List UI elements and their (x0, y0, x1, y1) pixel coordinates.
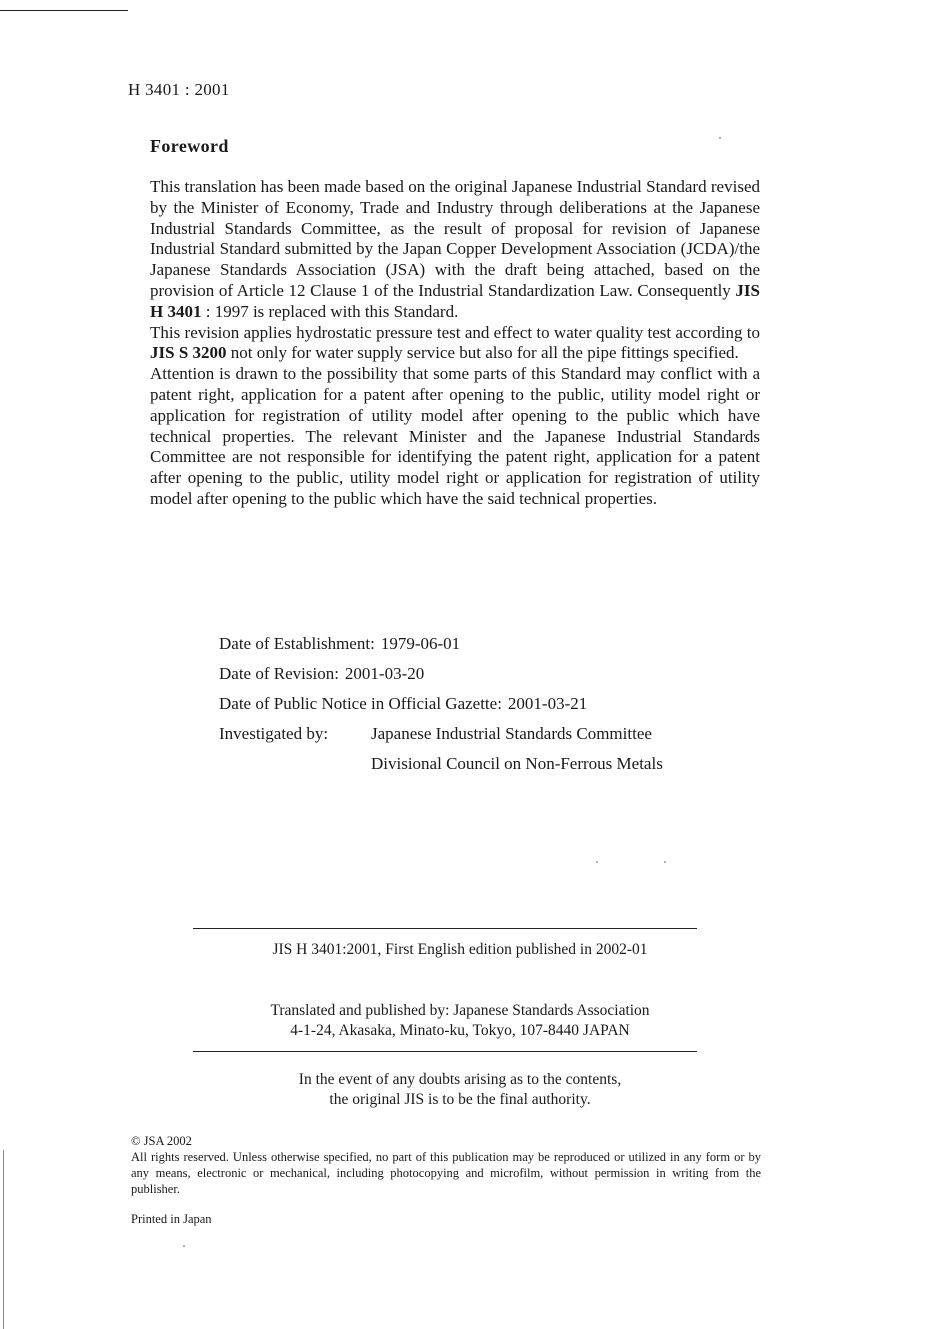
scan-speck (719, 137, 721, 139)
copyright-notice: © JSA 2002 (131, 1134, 192, 1148)
foreword-paragraph-1: This translation has been made based on the original Japanese Industrial Standard revised by the Minister of Economy, Trade and Industry through deliberations at the Japanese Industrial Standards Committee, as the result of proposal for revision of Japanese Industrial Standard submitted by the Japan Copper Development Association (JCDA)/the Japanese Standards Association (JSA) with the draft being attached, based on the provision of Article 12 Clause 1 of the Industrial Standardization Law. Consequently JIS H 3401 : 1997 is replaced with this Standard. (150, 177, 760, 321)
scan-speck (664, 861, 666, 863)
authority-note-line-2: the original JIS is to be the final authority. (329, 1091, 591, 1108)
foreword-paragraph-2: This revision applies hydrostatic pressure test and effect to water quality test according to JIS S 3200 not only for water supply service but also for all the pipe fittings specified. (150, 322, 760, 363)
divider (193, 1051, 697, 1052)
standard-reference: JIS S 3200 (150, 343, 227, 363)
standard-reference: JIS H 3401 (150, 280, 760, 321)
public-notice-date: Date of Public Notice in Official Gazette: 2001-03-21 (219, 694, 588, 713)
scan-edge-line (3, 1150, 4, 1329)
publisher-line-1: Translated and published by: Japanese Standards Association (270, 1002, 650, 1019)
establishment-date: Date of Establishment: 1979-06-01 (219, 634, 461, 653)
foreword-heading: Foreword (150, 136, 229, 156)
scan-speck (596, 861, 598, 863)
top-rule (0, 10, 128, 11)
document-id: H 3401 : 2001 (128, 80, 230, 99)
authority-note-line-1: In the event of any doubts arising as to the contents, (298, 1071, 622, 1088)
dates-block (219, 633, 663, 783)
foreword-body (150, 177, 760, 510)
investigated-by: Investigated by: Japanese Industrial Standards Committee (219, 724, 652, 743)
scan-speck (183, 1245, 185, 1247)
investigated-by-council: Divisional Council on Non-Ferrous Metals (371, 754, 663, 773)
edition-statement: JIS H 3401:2001, First English edition published in 2002-01 (272, 941, 648, 958)
publisher-address: 4-1-24, Akasaka, Minato-ku, Tokyo, 107-8440 JAPAN (290, 1022, 630, 1039)
revision-date: Date of Revision: 2001-03-20 (219, 664, 425, 683)
printed-in: Printed in Japan (131, 1212, 212, 1226)
foreword-paragraph-3: Attention is drawn to the possibility that some parts of this Standard may conflict with a patent right, application for a patent after opening to the public, utility model right or application for registration of utility model after opening to the public which have technical properties. The relevant Minister and the Japanese Industrial Standards Committee are not responsible for identifying the patent right, application for a patent after opening to the public, utility model right or application for registration of utility model after opening to the public which have the said technical properties. (150, 364, 760, 508)
rights-statement: All rights reserved. Unless otherwise specified, no part of this publication may be reproduced or utilized in any form or by any means, electronic or mechanical, including photocopying and microfilm, without permission in writing from the publisher. (131, 1150, 761, 1196)
divider (193, 928, 697, 929)
